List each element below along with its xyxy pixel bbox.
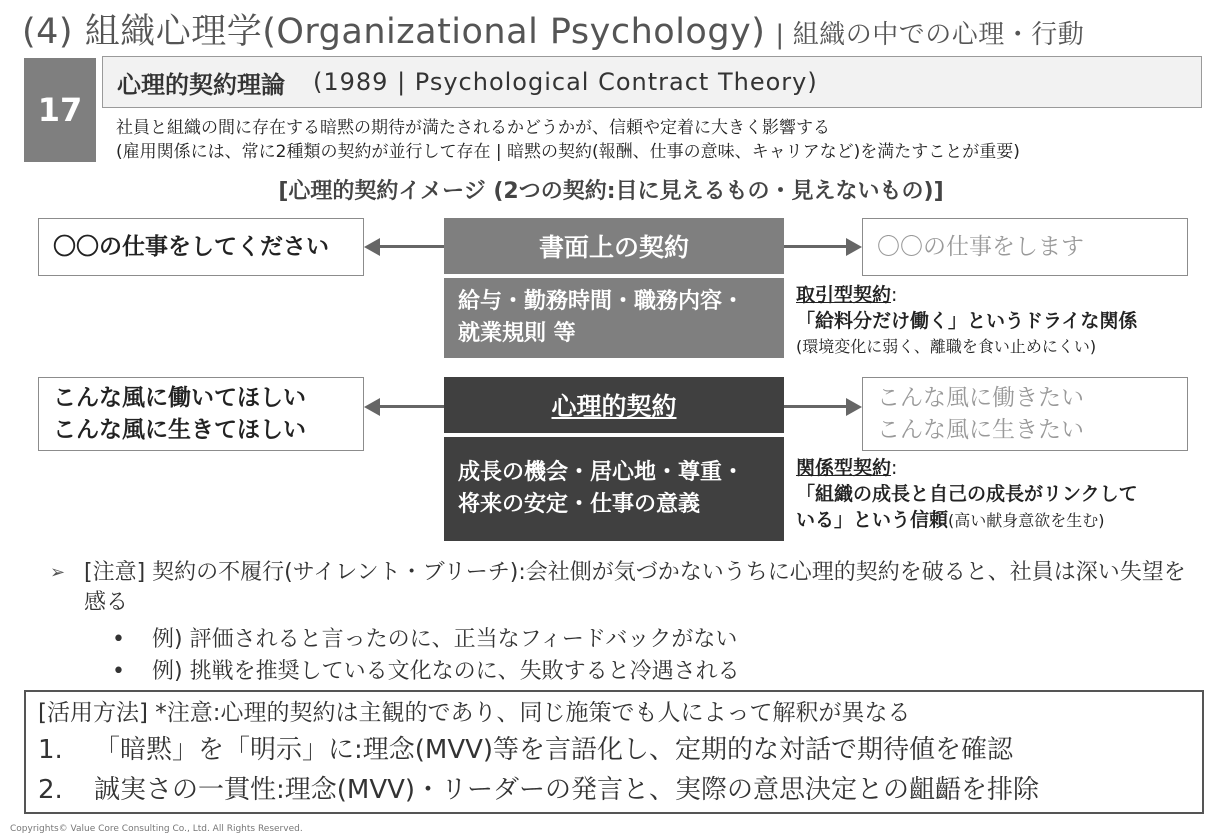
employer-expectation-box (38, 377, 364, 451)
arrow-right-icon (846, 238, 862, 256)
arrow-line (784, 245, 848, 248)
transactional-contract-remark: (環境変化に弱く、離職を食い止めにくい) (796, 337, 1097, 356)
employee-aspiration-line: こんな風に生きたい (877, 417, 1084, 443)
theory-number-badge: 17 (24, 58, 96, 162)
diagram-title: [心理的契約イメージ (2つの契約:目に見えるもの・見えないもの)] (278, 179, 944, 204)
psych-contract-line: 成長の機会・居心地・尊重・ (458, 460, 745, 485)
caution-example (112, 622, 737, 653)
theory-description (116, 116, 1020, 164)
caution-example (112, 654, 740, 685)
arrow-line (378, 405, 444, 408)
relational-contract-heading: 関係型契約 (796, 457, 892, 479)
relational-contract-remark: (高い献身意欲を生む) (948, 511, 1105, 530)
bullet-icon: • (112, 627, 125, 652)
usage-item (38, 730, 1202, 770)
theory-title-box (102, 56, 1202, 108)
written-contract-header: 書面上の契約 (444, 218, 784, 274)
usage-item (38, 770, 1202, 810)
employer-expectation-line: こんな風に働いてほしい (53, 385, 306, 411)
usage-item-text: 誠実さの一貫性:理念(MVV)・リーダーの発言と、実際の意思決定との齟齬を排除 (94, 775, 1040, 805)
relational-contract-desc: 「組織の成長と自己の成長がリンクして (796, 483, 1138, 505)
relational-contract-note (796, 455, 1138, 534)
arrow-bullet-icon: ➢ (50, 562, 66, 583)
psych-contract-header: 心理的契約 (444, 377, 784, 433)
psych-contract-line: 将来の安定・仕事の意義 (458, 492, 701, 517)
theory-year-label: (1989 | Psychological Contract Theory) (313, 68, 818, 96)
employee-aspiration-line: こんな風に働きたい (877, 385, 1084, 411)
written-contract-line: 給与・勤務時間・職務内容・ (458, 289, 745, 314)
page-title-main: (4) 組織心理学(Organizational Psychology) (22, 12, 766, 52)
arrow-right-icon (846, 398, 862, 416)
arrow-line (378, 245, 444, 248)
transactional-contract-heading: 取引型契約 (796, 284, 892, 306)
transactional-contract-note (796, 282, 1137, 360)
caution-text: [注意] 契約の不履行(サイレント・ブリーチ):会社側が気づかないうちに心理的契約を破ると、社員は深い失望を感る (84, 560, 1186, 615)
employee-aspiration-box (862, 377, 1188, 451)
title-separator: | (775, 20, 785, 50)
caution-example-text: 例) 評価されると言ったのに、正当なフィードバックがない (152, 627, 738, 652)
written-contract-line: 就業規則 等 (458, 321, 576, 346)
usage-item-text: 「暗黙」を「明示」に:理念(MVV)等を言語化し、定期的な対話で期待値を確認 (94, 735, 1014, 765)
employee-response-box (862, 218, 1188, 276)
transactional-contract-desc: 「給料分だけ働く」というドライな関係 (796, 310, 1138, 332)
copyright: Copyrights© Value Core Consulting Co., Ltd. All Rights Reserved. (10, 824, 303, 834)
bullet-icon: • (112, 659, 125, 684)
caution-section (50, 558, 1190, 618)
employer-request-text: 〇〇の仕事をしてください (53, 234, 329, 260)
employer-expectation-line: こんな風に生きてほしい (53, 417, 306, 443)
employer-request-box (38, 218, 364, 276)
description-line: (雇用関係には、常に2種類の契約が並行して存在 | 暗黙の契約(報酬、仕事の意味、キャリアなど)を満たすことが重要) (116, 142, 1020, 162)
note-colon: : (891, 284, 898, 306)
description-line: 社員と組織の間に存在する暗黙の期待が満たされるかどうかが、信頼や定着に大きく影響する (116, 118, 830, 138)
usage-box (24, 690, 1204, 814)
employee-response-text: 〇〇の仕事をします (877, 234, 1084, 260)
usage-header: [活用方法] *注意:心理的契約は主観的であり、同じ施策でも人によって解釈が異なる (38, 700, 911, 726)
usage-item-number: 2. (38, 775, 63, 805)
relational-contract-desc-cont: いる」という信頼 (796, 509, 949, 531)
usage-item-number: 1. (38, 735, 63, 765)
note-colon: : (891, 457, 898, 479)
theory-name: 心理的契約理論 (117, 70, 285, 99)
page-title (22, 4, 1084, 54)
written-contract-body (444, 278, 784, 358)
page-subtitle: 組織の中での心理・行動 (792, 20, 1085, 50)
caution-example-text: 例) 挑戦を推奨している文化なのに、失敗すると冷遇される (152, 659, 740, 684)
psych-contract-body (444, 437, 784, 541)
arrow-line (784, 405, 848, 408)
